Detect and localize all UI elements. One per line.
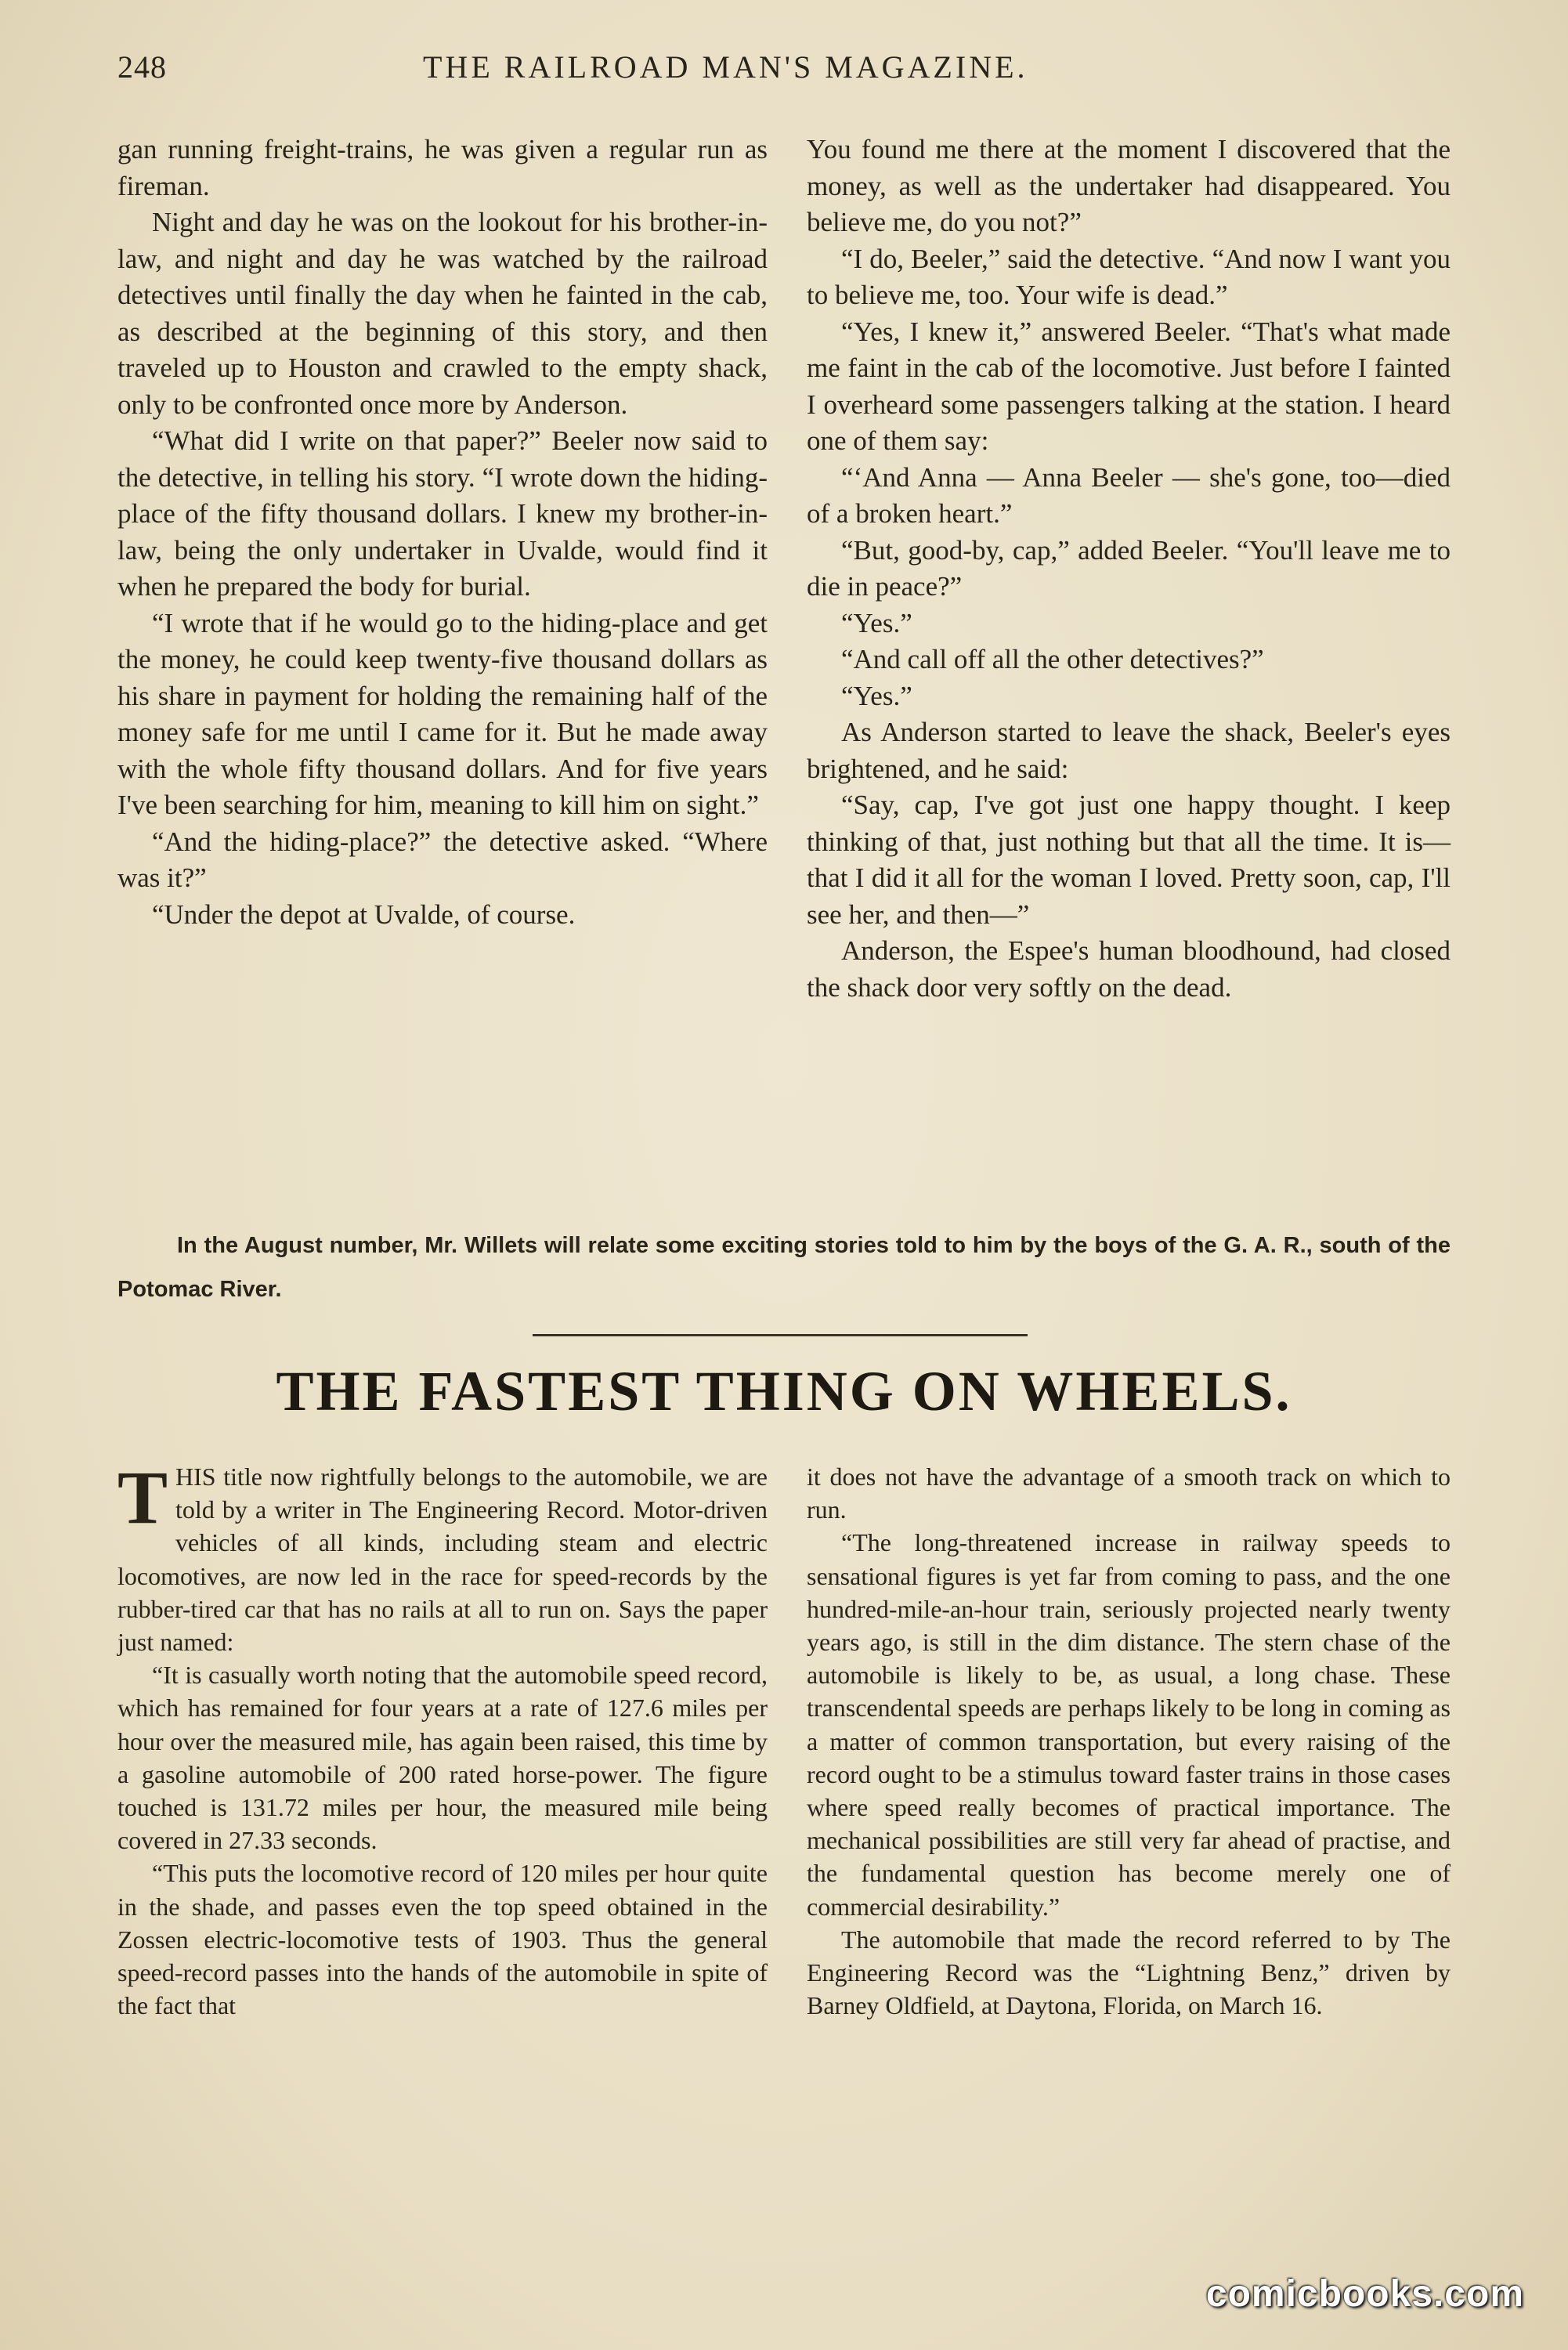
watermark: comicbooks.com xyxy=(1205,2273,1524,2315)
story-paragraph: “Yes, I knew it,” answered Beeler. “That's what made me faint in the cab of the locomotive. Just before I fainted I overheard some passengers talking at the station. I heard one of them say: xyxy=(807,316,1451,456)
article-paragraph: “It is casually worth noting that the automobile speed record, which has remained for four years at a rate of 127.6 miles per hour over the measured mile, has again been raised, this time by a gasoline automobile of 200 rated horse-power. The figure touched is 131.72 miles per hour, the measured mile being covered in 27.33 seconds. xyxy=(117,1661,768,1855)
story-paragraph: “Say, cap, I've got just one happy thought. I keep thinking of that, just nothing but that all the time. It is—that I did it all for the woman I loved. Pretty soon, cap, I'll see her, and then—” xyxy=(807,790,1451,930)
story-paragraph: “‘And Anna — Anna Beeler — she's gone, too—died of a broken heart.” xyxy=(807,461,1451,529)
article-paragraph: “This puts the locomotive record of 120 miles per hour quite in the shade, and passes even the top speed obtained in the Zossen electric-locomotive tests of 1903. Thus the general speed-record passes into the hands of the automobile in spite of the fact that xyxy=(117,1859,768,2020)
drop-cap: T xyxy=(117,1455,168,1539)
story-paragraph: gan running freight-trains, he was given a regular run as fireman. xyxy=(117,134,768,201)
magazine-title: THE RAILROAD MAN'S MAGAZINE. xyxy=(423,49,1028,85)
article-paragraph: “The long-threatened increase in railway speeds to sensational figures is yet far from coming to pass, and the one hundred-mile-an-hour train, seriously projected nearly twenty years ago, is still in the dim distance. The stern chase of the automobile is likely to be, as usual, a long chase. These transcendental speeds are perhaps likely to be long in coming as a matter of common transportation, but every raising of the record ought to be a stimulus toward faster trains in those cases where speed really becomes of practical importance. The mechanical possibilities are still very far ahead of practise, and the fundamental question has become merely one of commercial desirability.” xyxy=(807,1528,1451,1921)
running-head xyxy=(117,49,1449,103)
article-column-right xyxy=(807,1460,1451,2022)
story-paragraph: “Under the depot at Uvalde, of course. xyxy=(152,898,576,930)
article-paragraph: it does not have the advantage of a smooth track on which to run. xyxy=(807,1462,1451,1524)
story-column-right xyxy=(807,132,1451,1006)
article-column-left xyxy=(117,1455,768,2022)
story-paragraph: “But, good-by, cap,” added Beeler. “You'll leave me to die in peace?” xyxy=(807,534,1451,602)
article-headline: THE FASTEST THING ON WHEELS. xyxy=(276,1360,1292,1423)
story-paragraph: “Yes.” xyxy=(841,607,912,638)
story-paragraph: As Anderson started to leave the shack, Beeler's eyes brightened, and he said: xyxy=(807,717,1451,784)
editor-note xyxy=(117,1224,1451,1311)
story-paragraph: “And call off all the other detectives?” xyxy=(841,644,1264,674)
story-paragraph: “I wrote that if he would go to the hiding-place and get the money, he could keep twenty-five thousand dollars as his share in payment for holding the remaining half of the money safe for me until I came for it. But he made away with the whole fifty thousand dollars. And for five years I've been searching for him, meaning to kill him on sight.” xyxy=(117,607,768,820)
story-paragraph: “Yes.” xyxy=(841,680,912,711)
story-paragraph: Night and day he was on the lookout for his brother-in-law, and night and day he was watched by the railroad detectives until finally the day when he fainted in the cab, as described at the beginning of this story, and then traveled up to Houston and crawled to the empty shack, only to be confronted once more by Anderson. xyxy=(117,207,768,420)
story-paragraph: Anderson, the Espee's human bloodhound, had closed the shack door very softly on the dead. xyxy=(807,935,1451,1003)
section-divider xyxy=(533,1334,1028,1336)
story-paragraph: “I do, Beeler,” said the detective. “And now I want you to believe me, too. Your wife is dead.” xyxy=(807,243,1451,310)
story-paragraph: “What did I write on that paper?” Beeler now said to the detective, in telling his story. “I wrote down the hiding-place of the fifty thousand dollars. I knew my brother-in-law, being the only undertaker in Uvalde, would find it when he prepared the body for burial. xyxy=(117,425,768,602)
story-paragraph: You found me there at the moment I discovered that the money, as well as the undertaker had disappeared. You believe me, do you not?” xyxy=(807,134,1451,237)
story-paragraph: “And the hiding-place?” the detective asked. “Where was it?” xyxy=(117,826,768,893)
article-paragraph: HIS title now rightfully belongs to the automobile, we are told by a writer in The Engineering Record. Motor-driven vehicles of all kinds, including steam and electric locomotives, are now led in the race for speed-records by the rubber-tired car that has no rails at all to run on. Says the paper just named: xyxy=(117,1462,768,1657)
page-number: 248 xyxy=(117,49,167,85)
article-paragraph: The automobile that made the record referred to by The Engineering Record was the “Lightning Benz,” driven by Barney Oldfield, at Daytona, Florida, on March 16. xyxy=(807,1925,1451,2020)
editor-note-text: In the August number, Mr. Willets will relate some exciting stories told to him by the boys of the G. A. R., south of the Potomac River. xyxy=(117,1233,1451,1302)
story-column-left xyxy=(117,132,768,933)
